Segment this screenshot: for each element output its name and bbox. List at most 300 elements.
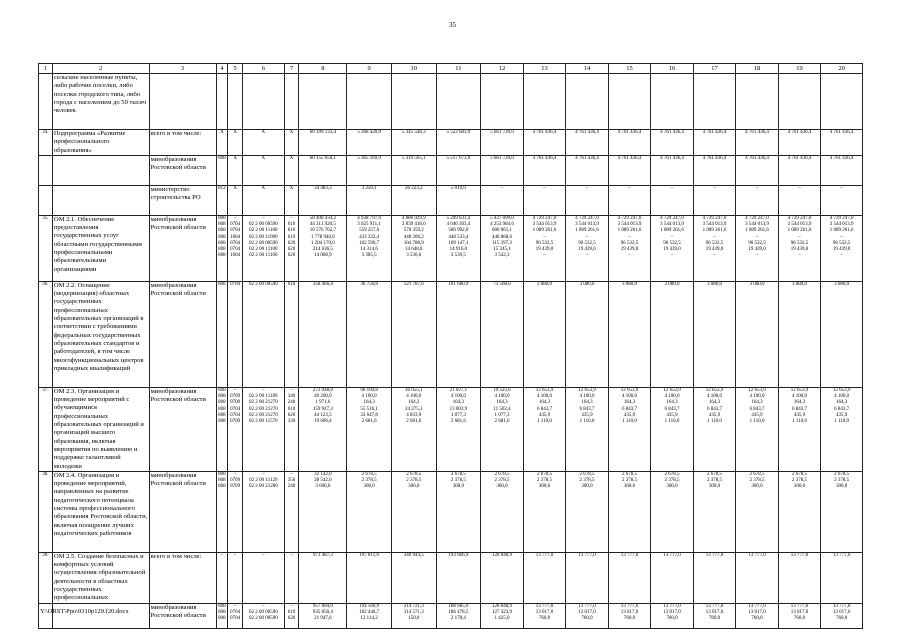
amount-value: 14 008,9 (314, 253, 332, 259)
amount-value: 4 100,0 (834, 394, 850, 400)
amount-value: 4 761 436,4 (702, 155, 727, 161)
amount-value: – (798, 234, 801, 240)
header-cell: 14 (566, 64, 609, 74)
amount-value: 5 522 683,9 (446, 130, 471, 135)
amount-cell (821, 130, 863, 156)
amount-value: 435,9 (793, 412, 806, 418)
program-name (52, 155, 149, 185)
grbs-code-value: 808 (218, 603, 226, 609)
amount-value: 4 761 436,4 (660, 130, 684, 135)
amount-cell (778, 603, 821, 628)
amount-value: 2 378,5 (494, 478, 510, 484)
amount-cell (299, 215, 347, 281)
amount-cell (608, 281, 651, 387)
amount-value: 300,0 (666, 484, 678, 490)
amount-cell (523, 471, 566, 552)
amount-value: 2 378,5 (450, 478, 466, 484)
expense-type-value: X (289, 185, 294, 191)
header-cell: 9 (347, 64, 392, 74)
amount-value: 2 378,5 (536, 478, 552, 484)
expense-type-value: 610 (287, 406, 296, 412)
expense-type-value: 620 (287, 616, 296, 622)
target-article-value: 02 2 00 11100 (249, 246, 278, 252)
amount-value: – (755, 185, 759, 191)
amount-cell (481, 387, 524, 471)
amount-value: 5 010,0 (450, 185, 466, 191)
amount-cell (299, 281, 347, 387)
amount-cell (778, 471, 821, 552)
section-code (228, 74, 243, 130)
expense-type-value: 610 (287, 281, 296, 287)
amount-value: 314 571,3 (403, 609, 424, 615)
amount-value: 19 439,0 (620, 246, 639, 252)
amount-cell (436, 215, 481, 281)
grbs-code (216, 552, 228, 603)
amount-value: 435,9 (538, 412, 551, 418)
grbs-code-value: 808 (218, 246, 226, 252)
amount-cell (693, 471, 736, 552)
amount-value: – (670, 234, 674, 240)
target-article (243, 387, 284, 471)
amount-cell (391, 552, 436, 603)
target-article-value: – (262, 387, 265, 393)
grbs-code-value: 808 (218, 155, 226, 161)
amount-value: – (713, 185, 716, 191)
amount-value: 12 653,9 (790, 387, 809, 393)
grbs-code (216, 603, 228, 628)
amount-value: 164,3 (363, 400, 375, 406)
header-cell: 7 (284, 64, 299, 74)
amount-value: 13 017,0 (663, 609, 681, 615)
amount-value: 435,9 (581, 412, 593, 418)
amount-cell (693, 281, 736, 387)
amount-value: 3 080,0 (536, 281, 552, 287)
amount-value: 13 777,0 (790, 603, 809, 609)
amount-value: 435,9 (666, 412, 678, 418)
amount-cell (736, 74, 779, 130)
amount-value: 5 345 548,3 (401, 130, 426, 135)
header-cell: 8 (299, 64, 347, 74)
amount-cell (693, 130, 736, 156)
expense-type (284, 215, 299, 281)
amount-value: – (585, 185, 589, 191)
amount-value: 340 944,5 (403, 552, 424, 558)
amount-cell (821, 215, 863, 281)
section-code-value: 1004 (230, 253, 241, 259)
amount-value: 182 446,7 (359, 609, 380, 615)
amount-cell (566, 155, 609, 185)
amount-value: 4 729 247,0 (575, 215, 599, 221)
amount-value: 4 761 436,4 (532, 130, 557, 135)
amount-value: 4 040 303,4 (446, 222, 471, 228)
amount-cell (693, 603, 736, 628)
amount-value: 2 678,5 (664, 471, 680, 477)
amount-cell (566, 387, 609, 471)
amount-value: 435,9 (708, 412, 721, 418)
amount-value: 300,0 (538, 484, 551, 490)
amount-cell (778, 215, 821, 281)
section-code-value: 0704 (230, 240, 241, 246)
expense-type-value: X (289, 155, 294, 161)
amount-value: 1 110,0 (664, 418, 680, 424)
header-cell: 5 (228, 64, 243, 74)
row-number: 39. (39, 552, 53, 603)
amount-cell (566, 215, 609, 281)
amount-value: 73 568,0 (493, 281, 511, 287)
program-name (52, 603, 149, 628)
amount-value: 4 761 436,4 (745, 155, 769, 161)
amount-value: 300,0 (363, 484, 375, 490)
amount-cell (481, 552, 524, 603)
amount-value: – (670, 253, 674, 259)
amount-value: 19 439,0 (578, 246, 596, 252)
amount-value: 44 123,5 (314, 412, 332, 418)
amount-cell (523, 552, 566, 603)
amount-value: 4 729 247,0 (745, 215, 769, 221)
amount-value: 12 653,9 (578, 387, 596, 393)
amount-value: 13 777,0 (748, 552, 766, 558)
amount-value: 5 661 720,0 (490, 130, 514, 135)
expense-type-value: 340 (287, 394, 296, 400)
amount-cell (299, 74, 347, 130)
header-cell: 6 (243, 64, 284, 74)
amount-value: – (755, 234, 759, 240)
amount-cell (299, 603, 347, 628)
program-name: ОМ 2.1. Обеспечение предоставления государственных услуг областными государственными профессиональными образовательными организациями (52, 215, 149, 281)
amount-cell (821, 74, 863, 130)
amount-value: 164,3 (538, 400, 551, 406)
grbs-code (216, 130, 228, 156)
amount-cell (347, 215, 392, 281)
amount-value: 1 110,0 (834, 418, 850, 424)
target-article-value: X (261, 155, 266, 161)
amount-cell (693, 215, 736, 281)
target-article-value: 02 2 00 21270 (248, 400, 278, 406)
amount-value: 760,0 (623, 616, 636, 622)
amount-value: 2 678,5 (450, 471, 466, 477)
amount-value: 3 080,0 (707, 281, 723, 287)
amount-cell (566, 130, 609, 156)
header-cell: 16 (651, 64, 694, 74)
amount-value: 4 761 436,4 (829, 155, 854, 161)
grbs-code (216, 155, 228, 185)
document-path-footer: Y:\ORST\Ppo\0310p129.f20.docx (40, 608, 129, 615)
grbs-code-value: 812 (218, 185, 226, 191)
amount-value: 4 938 797,9 (357, 215, 381, 221)
amount-value: 96 532,5 (790, 240, 809, 246)
amount-cell (391, 155, 436, 185)
amount-value: 194 560,9 (359, 603, 380, 609)
amount-value: 11 502,4 (493, 406, 511, 412)
grbs-code-value: 808 (218, 234, 226, 240)
amount-value: 13 777,0 (663, 552, 681, 558)
amount-cell (608, 155, 651, 185)
amount-value: 12 653,9 (705, 387, 724, 393)
amount-cell (347, 74, 392, 130)
amount-cell (523, 74, 566, 130)
amount-value: 96 532,5 (620, 240, 639, 246)
table-row (39, 74, 863, 130)
table-row (39, 603, 863, 628)
amount-cell (736, 215, 779, 281)
amount-value: 3 542,3 (494, 253, 510, 259)
amount-value: 1 089 261,6 (745, 228, 769, 234)
amount-value: 13 777,0 (748, 603, 766, 609)
header-cell: 4 (216, 64, 228, 74)
amount-value: 4 729 247,0 (829, 215, 854, 221)
amount-value: 13 777,0 (578, 552, 596, 558)
table-row (39, 471, 863, 552)
amount-value: – (755, 253, 759, 259)
executor: минобразования Ростовской области (149, 281, 216, 387)
amount-cell (481, 130, 524, 156)
target-article-value: – (262, 215, 265, 221)
amount-value: 13 777,0 (535, 603, 554, 609)
amount-cell (347, 155, 392, 185)
grbs-code-value: 808 (218, 281, 226, 287)
amount-value: 2 678,5 (406, 471, 422, 477)
amount-cell (481, 185, 524, 215)
section-code-value: – (233, 387, 237, 393)
amount-value: 2 378,5 (834, 478, 850, 484)
amount-value: 4 100,0 (579, 394, 595, 400)
amount-value: 570 359,2 (403, 228, 424, 234)
amount-cell (481, 471, 524, 552)
expense-type-value: 620 (287, 412, 296, 418)
expense-type-value: – (290, 603, 293, 609)
amount-value: 2 681,6 (494, 418, 510, 424)
amount-value: – (713, 234, 716, 240)
amount-value: 2 678,5 (361, 471, 377, 477)
page-number: 35 (449, 21, 456, 29)
target-article (243, 130, 284, 156)
amount-cell (736, 603, 779, 628)
amount-value: 164,3 (408, 400, 420, 406)
amount-value: 164,3 (836, 400, 848, 406)
executor: минобразования Ростовской области (149, 387, 216, 471)
grbs-code-value: 808 (218, 394, 226, 400)
amount-cell (347, 471, 392, 552)
amount-value: 14 916,0 (449, 246, 468, 252)
amount-value: 10 576 762,7 (309, 228, 336, 234)
amount-cell (778, 130, 821, 156)
amount-value: 4 761 436,4 (787, 130, 812, 135)
amount-value: 2 178,4 (450, 616, 466, 622)
amount-cell (481, 74, 524, 130)
amount-value: 300,0 (581, 484, 593, 490)
table-row (39, 281, 863, 387)
amount-value: 300,0 (836, 484, 848, 490)
amount-cell (299, 471, 347, 552)
target-article-value: – (262, 552, 265, 558)
amount-value: 559 257,6 (359, 228, 380, 234)
amount-value: 2 378,5 (361, 478, 377, 484)
amount-cell (299, 387, 347, 471)
amount-cell (481, 603, 524, 628)
amount-cell (566, 74, 609, 130)
amount-value: 1 089 261,6 (617, 228, 642, 234)
amount-cell (481, 155, 524, 185)
amount-value: 1 110,0 (749, 418, 765, 424)
amount-value: 19 439,0 (748, 246, 766, 252)
expense-type-value: 610 (287, 609, 296, 615)
program-name: ОМ 2.4. Организация и проведение мероприятий, направленных на развитие педагогического потенциала системы профессионального образования Ростовской области, включая поощрение лучших педагогических работников (52, 471, 149, 552)
amount-value: 4 100,0 (664, 394, 680, 400)
target-article-value: 02 2 00 11100 (249, 253, 278, 259)
section-code-value: 1004 (230, 234, 241, 240)
amount-cell (736, 155, 779, 185)
amount-value: 19 439,0 (663, 246, 681, 252)
amount-value: 760,0 (751, 616, 763, 622)
amount-value: 28 542,0 (314, 478, 332, 484)
amount-value: 957 004,0 (312, 603, 333, 609)
amount-cell (299, 552, 347, 603)
amount-value: 13 777,0 (535, 552, 554, 558)
amount-value: 300,0 (793, 484, 806, 490)
section-code-value: 0704 (230, 412, 241, 418)
section-code-value: 0704 (230, 609, 241, 615)
amount-value: 4 100,0 (749, 394, 765, 400)
amount-value: 4 886 929,9 (401, 215, 426, 221)
grbs-code-value: 808 (218, 253, 226, 259)
amount-cell (391, 185, 436, 215)
target-article-value: 02 2 00 00590 (248, 240, 278, 246)
amount-cell (347, 185, 392, 215)
section-code (228, 471, 243, 552)
amount-value: 13 017,0 (748, 609, 766, 615)
amount-value: 3 839 418,0 (401, 222, 426, 228)
amount-value: – (798, 185, 801, 191)
amount-value: 6 843,7 (707, 406, 723, 412)
amount-value: 2 378,5 (707, 478, 723, 484)
target-article-value: 02 2 00 21270 (248, 406, 278, 412)
executor: всего в том числе: (149, 130, 216, 156)
amount-value: 96 109,8 (360, 387, 378, 393)
amount-cell (436, 130, 481, 156)
header-cell: 13 (523, 64, 566, 74)
amount-cell (693, 155, 736, 185)
amount-value: 36 055,1 (404, 387, 423, 393)
grbs-code (216, 215, 228, 281)
amount-value: 49 200,0 (314, 394, 332, 400)
amount-cell (608, 215, 651, 281)
amount-cell (436, 471, 481, 552)
amount-cell (736, 281, 779, 387)
header-cell: 3 (149, 64, 216, 74)
target-article-value: 02 2 00 21280 (248, 484, 278, 490)
amount-value: 4 761 436,4 (787, 155, 812, 161)
table-row (39, 130, 863, 156)
section-code-value: 0704 (230, 222, 241, 228)
grbs-code-value: 808 (218, 406, 226, 412)
amount-cell (693, 185, 736, 215)
grbs-code-value: 808 (218, 609, 226, 615)
amount-value: 33 647,8 (360, 412, 378, 418)
amount-value: 1 778 940,6 (310, 234, 335, 240)
amount-value: 300,0 (408, 484, 420, 490)
target-article-value: X (261, 185, 266, 191)
amount-value: 6 843,7 (664, 406, 680, 412)
amount-value: – (798, 253, 801, 259)
program-name: Подпрограмма «Развитие профессионального образования» (52, 130, 149, 156)
amount-cell (347, 552, 392, 603)
amount-cell (566, 281, 609, 387)
grbs-code-value: 808 (218, 222, 226, 228)
header-cell: 20 (821, 64, 863, 74)
amount-cell (651, 130, 694, 156)
amount-cell (391, 74, 436, 130)
amount-value: 2 378,5 (792, 478, 808, 484)
amount-cell (821, 281, 863, 387)
amount-value: – (543, 185, 546, 191)
amount-value: 1 110,0 (622, 418, 637, 424)
target-article-value: – (262, 603, 265, 609)
amount-cell (736, 552, 779, 603)
amount-value: 13 017,0 (535, 609, 554, 615)
target-article-value: 02 2 00 11100 (249, 228, 278, 234)
amount-cell (821, 387, 863, 471)
header-cell: 11 (436, 64, 481, 74)
section-code (228, 552, 243, 603)
expense-type-value: – (290, 471, 293, 477)
amount-value: 971 487,3 (312, 552, 333, 558)
amount-cell (523, 130, 566, 156)
amount-cell (566, 471, 609, 552)
amount-value: 4 253 984,6 (490, 222, 514, 228)
amount-cell (391, 387, 436, 471)
amount-value: 1 077,3 (450, 412, 466, 418)
amount-cell (821, 603, 863, 628)
grbs-code (216, 185, 228, 215)
amount-cell (736, 387, 779, 471)
amount-value: 300,0 (751, 484, 763, 490)
amount-value: 13 017,0 (578, 609, 596, 615)
table-row (39, 387, 863, 471)
amount-cell (651, 185, 694, 215)
amount-value: 2 678,5 (792, 471, 808, 477)
executor: всего в том числе: (149, 552, 216, 603)
amount-cell (651, 552, 694, 603)
amount-value: 34 483,3 (314, 185, 332, 191)
amount-value: 3 250,1 (361, 185, 377, 191)
section-code (228, 281, 243, 387)
amount-value: 4 761 436,4 (660, 155, 684, 161)
amount-value: 2 378,5 (749, 478, 765, 484)
amount-cell (391, 130, 436, 156)
amount-cell (436, 552, 481, 603)
amount-value: 4 761 436,4 (617, 130, 642, 135)
amount-value: 2 378,5 (664, 478, 680, 484)
amount-value: 15 245,1 (493, 246, 511, 252)
amount-value: 58 400 434,2 (309, 215, 336, 221)
amount-value: 6 843,7 (749, 406, 765, 412)
amount-value: 6 843,7 (834, 406, 850, 412)
amount-value: 760,0 (666, 616, 678, 622)
row-number (39, 155, 53, 185)
amount-value: 12 653,9 (663, 387, 681, 393)
amount-cell (778, 387, 821, 471)
amount-value: 3 544 013,9 (660, 222, 684, 228)
amount-value: 1 971,6 (315, 400, 331, 406)
amount-cell (608, 603, 651, 628)
amount-cell (821, 471, 863, 552)
amount-value: 600 061,1 (491, 228, 512, 234)
amount-value: – (628, 185, 631, 191)
expense-type (284, 130, 299, 156)
amount-value: 2 678,5 (494, 471, 510, 477)
amount-value: – (840, 185, 843, 191)
amount-value: 2 678,5 (621, 471, 637, 477)
